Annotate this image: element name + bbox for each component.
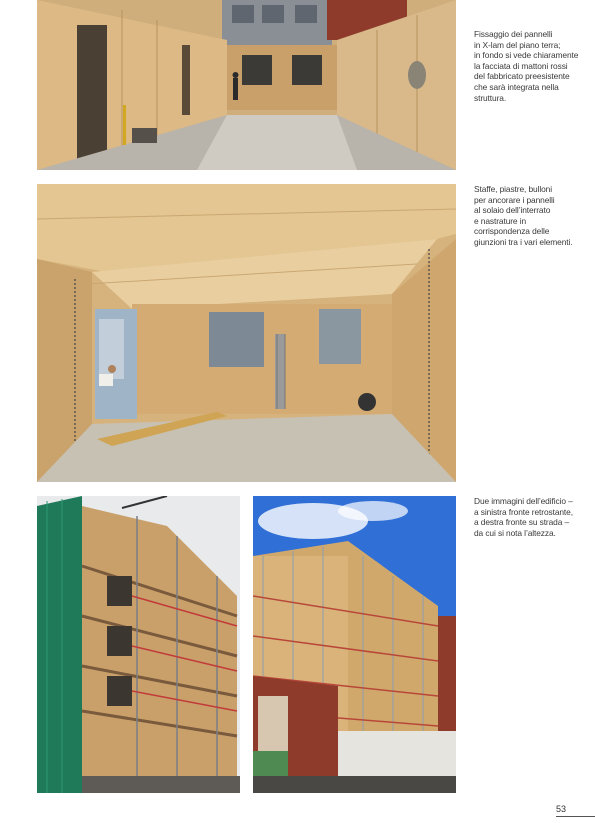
caption-line: a sinistra fronte retrostante, — [474, 506, 573, 517]
caption-line: da cui si nota l’altezza. — [474, 527, 556, 538]
photo-ground-floor-panels — [37, 0, 456, 170]
caption-line: del fabbricato preesistente — [474, 71, 570, 82]
photo-street-facade — [253, 496, 456, 793]
caption-line: corrispondenza delle — [474, 226, 550, 237]
photo-rear-facade — [37, 496, 240, 793]
caption-interior — [474, 184, 586, 248]
caption-line: Fissaggio dei pannelli — [474, 29, 553, 39]
caption-line: Staffe, piastre, bulloni — [474, 184, 552, 194]
caption-line: a destra fronte su strada – — [474, 517, 570, 528]
caption-line: Due immagini dell’edificio – — [474, 496, 573, 506]
caption-building-views — [474, 496, 586, 538]
caption-line: giunzioni tra i vari elementi. — [474, 236, 573, 247]
caption-line: la facciata di mattoni rossi — [474, 60, 568, 71]
page-number-rule — [556, 816, 595, 817]
caption-line: in fondo si vede chiaramente — [474, 50, 579, 61]
caption-line: per ancorare i pannelli — [474, 194, 555, 205]
caption-line: struttura. — [474, 92, 507, 103]
caption-ground-floor — [474, 29, 586, 103]
photo-interior-anchoring — [37, 184, 456, 482]
caption-line: al solaio dell’interrato — [474, 205, 551, 216]
caption-line: in X-lam del piano terra; — [474, 39, 561, 50]
page-number: 53 — [556, 804, 567, 814]
caption-line: che sarà integrata nella — [474, 81, 559, 92]
caption-line: e nastrature in — [474, 215, 527, 226]
